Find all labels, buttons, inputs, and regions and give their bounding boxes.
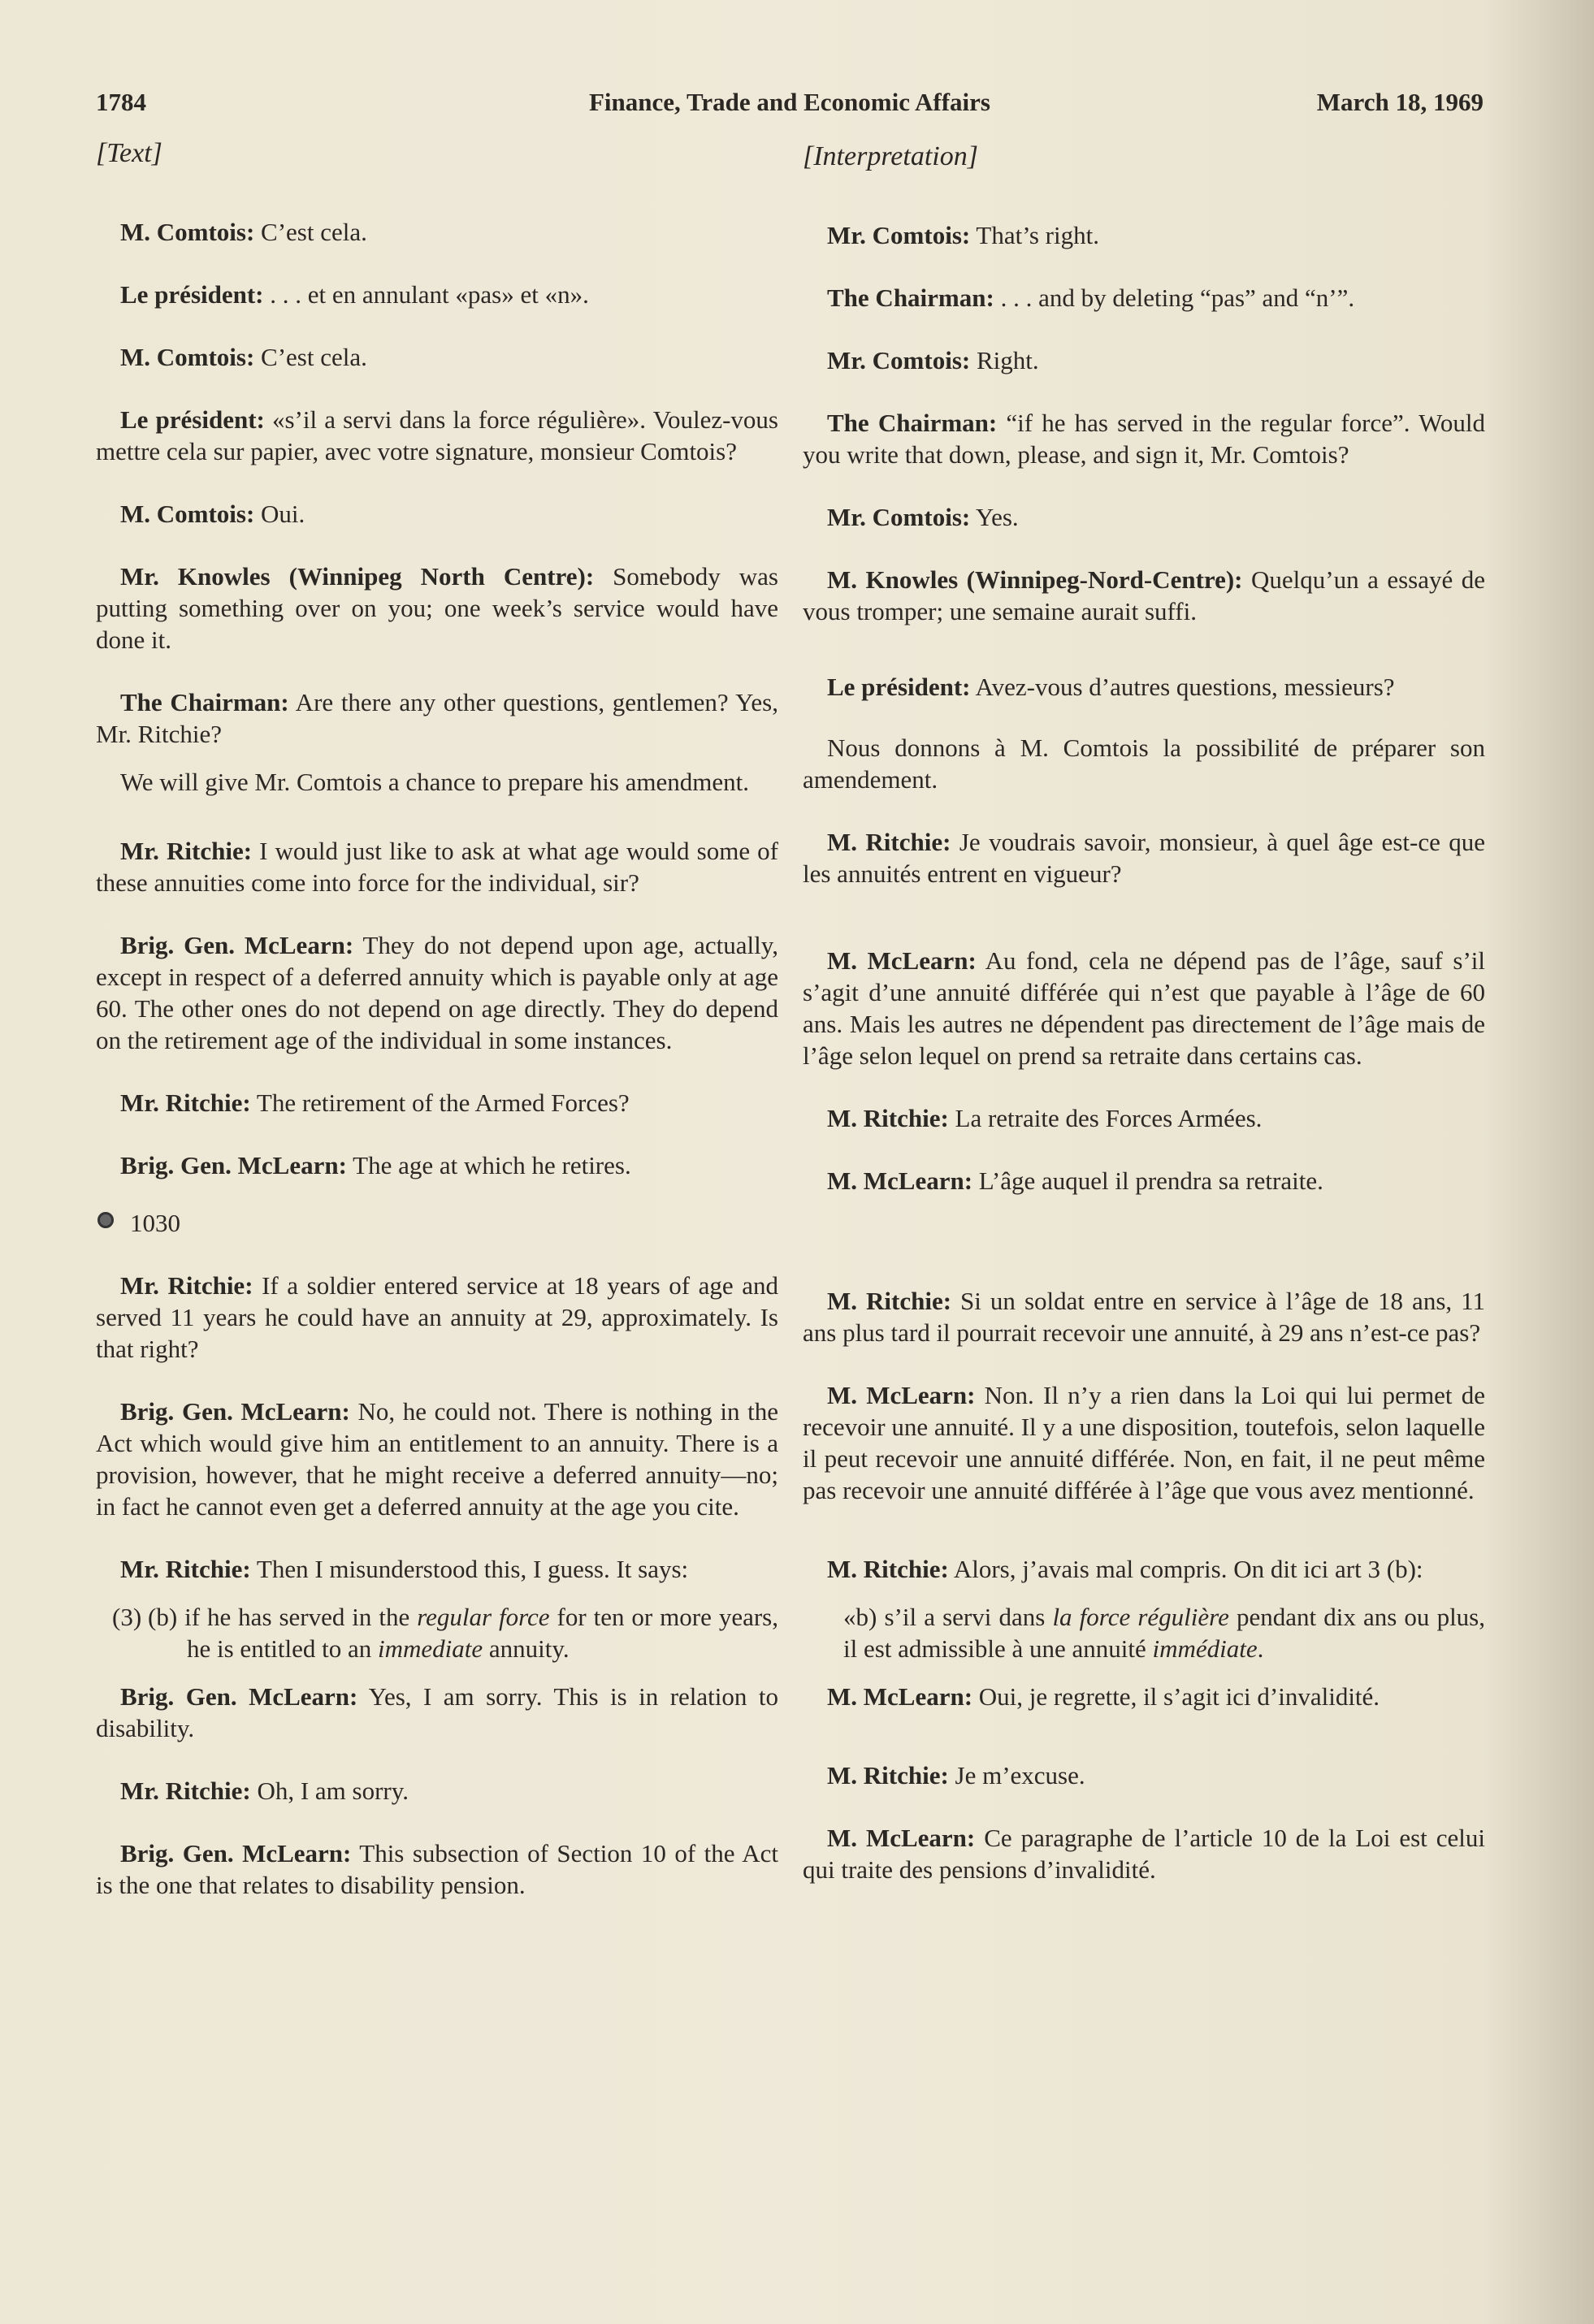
transcript-paragraph: M. Ritchie: Je m’excuse. <box>827 1761 1085 1790</box>
transcript-paragraph: Mr. Comtois: Yes. <box>827 503 1019 531</box>
bullet-icon <box>97 1212 114 1228</box>
quoted-provision: «b) s’il a servi dans la force régulière pendant dix ans ou plus, il est admissible à une annuité immédiate. <box>843 1603 1485 1663</box>
transcript-paragraph: M. McLearn: Non. Il n’y a rien dans la Loi qui lui permet de recevoir une annuité. Il y a une disposition, toutefois, selon laquelle il peut recevoir une annuité différée. Non, en fait, il ne peut même pas recevoir une annuité différée à l’âge que vous avez mentionné. <box>803 1381 1485 1504</box>
transcript-paragraph: The Chairman: Are there any other questions, gentlemen? Yes, Mr. Ritchie? <box>96 688 778 748</box>
transcript-paragraph: Le président: Avez-vous d’autres questions, messieurs? <box>827 673 1395 701</box>
transcript-paragraph: Mr. Ritchie: If a soldier entered service at 18 years of age and served 11 years he could have an annuity at 29, approximately. Is that right? <box>96 1271 778 1363</box>
transcript-paragraph: M. McLearn: Au fond, cela ne dépend pas de l’âge, sauf s’il s’agit d’une annuité différée qui n’est que payable à l’âge de 60 ans. Mais les autres ne dépendent pas directement de l’âge mais de l’âge selon lequel on prend sa retraite dans certains cas. <box>803 946 1485 1070</box>
transcript-paragraph: Mr. Ritchie: Then I misunderstood this, I guess. It says: <box>120 1555 689 1583</box>
transcript-paragraph: M. Comtois: C’est cela. <box>120 343 367 371</box>
transcript-paragraph: M. McLearn: L’âge auquel il prendra sa retraite. <box>827 1166 1323 1195</box>
left-column-heading: [Text] <box>96 138 162 168</box>
transcript-paragraph: Le président: . . . et en annulant «pas» et «n». <box>120 280 589 309</box>
transcript-paragraph: Mr. Comtois: Right. <box>827 346 1039 374</box>
transcript-paragraph: M. Ritchie: Si un soldat entre en service à l’âge de 18 ans, 11 ans plus tard il pourrait recevoir une annuité, à 29 ans n’est-ce pas? <box>803 1287 1485 1347</box>
transcript-paragraph: Le président: «s’il a servi dans la force régulière». Voulez-vous mettre cela sur papier, avec votre signature, monsieur Comtois? <box>96 405 778 465</box>
page-title: Finance, Trade and Economic Affairs <box>589 88 990 116</box>
transcript-paragraph: Nous donnons à M. Comtois la possibilité de préparer son amendement. <box>803 734 1485 794</box>
transcript-paragraph: Mr. Ritchie: Oh, I am sorry. <box>120 1777 409 1805</box>
transcript-paragraph: M. Comtois: Oui. <box>120 500 305 528</box>
transcript-paragraph: Mr. Comtois: That’s right. <box>827 221 1099 249</box>
page-header <box>96 88 1484 128</box>
page-number: 1784 <box>96 88 146 116</box>
left-column <box>96 138 778 1901</box>
transcript-paragraph: M. Ritchie: Je voudrais savoir, monsieur, à quel âge est-ce que les annuités entrent en vigueur? <box>803 828 1485 888</box>
transcript-paragraph: Brig. Gen. McLearn: The age at which he retires. <box>120 1151 631 1179</box>
transcript-paragraph: Brig. Gen. McLearn: Yes, I am sorry. This is in relation to disability. <box>96 1682 778 1742</box>
right-column <box>803 138 1485 1885</box>
quoted-provision: (3) (b) if he has served in the regular force for ten or more years, he is entitled to an immediate annuity. <box>112 1603 778 1663</box>
transcript-paragraph: Brig. Gen. McLearn: This subsection of Section 10 of the Act is the one that relates to disability pension. <box>96 1839 778 1899</box>
transcript-paragraph: Mr. Knowles (Winnipeg North Centre): Somebody was putting something over on you; one week’s service would have done it. <box>96 562 778 654</box>
transcript-paragraph: Mr. Ritchie: The retirement of the Armed Forces? <box>120 1088 630 1117</box>
right-column-heading: [Interpretation] <box>803 141 978 171</box>
transcript-paragraph: M. Ritchie: Alors, j’avais mal compris. On dit ici art 3 (b): <box>827 1555 1423 1583</box>
page-date: March 18, 1969 <box>1316 88 1484 116</box>
transcript-paragraph: The Chairman: . . . and by deleting “pas” and “n’”. <box>827 283 1355 312</box>
transcript-paragraph: We will give Mr. Comtois a chance to prepare his amendment. <box>120 768 750 796</box>
transcript-paragraph: M. Knowles (Winnipeg-Nord-Centre): Quelqu’un a essayé de vous tromper; une semaine aurait suffi. <box>803 565 1485 625</box>
transcript-paragraph: M. McLearn: Ce paragraphe de l’article 10 de la Loi est celui qui traite des pensions d’invalidité. <box>803 1824 1485 1884</box>
transcript-paragraph: Mr. Ritchie: I would just like to ask at what age would some of these annuities come into force for the individual, sir? <box>96 837 778 897</box>
transcript-paragraph: Brig. Gen. McLearn: No, he could not. There is nothing in the Act which would give him an entitlement to an annuity. There is a provision, however, that he might receive a deferred annuity—no; in fact he cannot even get a deferred annuity at the age you cite. <box>96 1397 778 1521</box>
transcript-paragraph: M. Comtois: C’est cela. <box>120 218 367 246</box>
transcript-paragraph: The Chairman: “if he has served in the regular force”. Would you write that down, please, and sign it, Mr. Comtois? <box>803 409 1485 469</box>
transcript-paragraph: M. McLearn: Oui, je regrette, il s’agit ici d’invalidité. <box>827 1682 1380 1711</box>
time-marker: 1030 <box>96 1207 778 1239</box>
transcript-paragraph: M. Ritchie: La retraite des Forces Armées. <box>827 1104 1263 1132</box>
transcript-paragraph: Brig. Gen. McLearn: They do not depend upon age, actually, except in respect of a deferred annuity which is payable only at age 60. The other ones do not depend on age directly. They do depend on the retirement age of the individual in some instances. <box>96 931 778 1054</box>
